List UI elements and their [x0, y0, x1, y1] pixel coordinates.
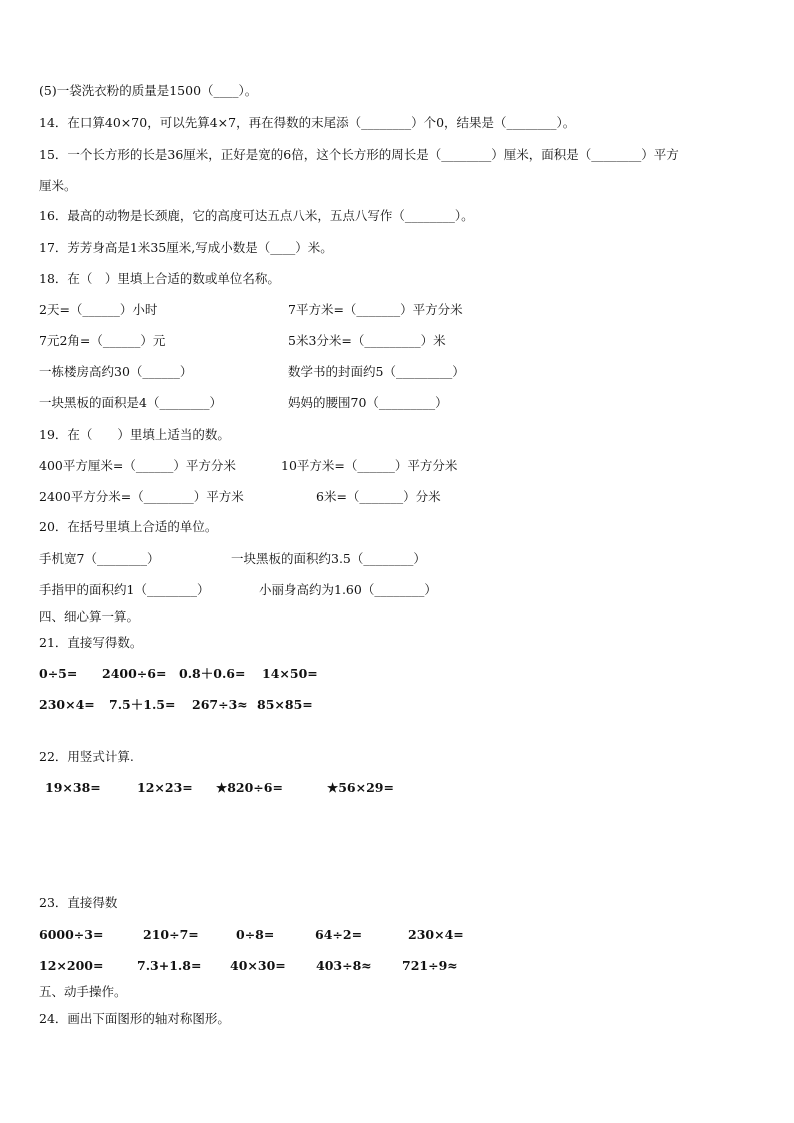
- question-21-title: 21．直接写得数。: [39, 635, 143, 650]
- q19-item-1b: 10平方米=（______）平方分米: [281, 458, 458, 473]
- q23-row1-item5: 230×4=: [408, 927, 464, 942]
- question-5: (5)一袋洗衣粉的质量是1500（____）。: [39, 83, 258, 98]
- q20-item-2b: 小丽身高约为1.60（________）: [259, 582, 437, 597]
- question-24: 24．画出下面图形的轴对称图形。: [39, 1011, 230, 1026]
- q23-row1-item1: 6000÷3=: [39, 927, 104, 942]
- q18-item-2a: 7元2角=（______）元: [39, 333, 166, 348]
- q18-item-2b: 5米3分米=（_________）米: [288, 333, 446, 348]
- question-20-title: 20．在括号里填上合适的单位。: [39, 519, 218, 534]
- q21-row1-item4: 14×50=: [262, 666, 318, 681]
- section-5-heading: 五、动手操作。: [39, 984, 127, 999]
- q23-row1-item2: 210÷7=: [143, 927, 199, 942]
- q20-item-1b: 一块黑板的面积约3.5（________）: [231, 551, 426, 566]
- q20-item-2a: 手指甲的面积约1（________）: [39, 582, 210, 597]
- q23-row1-item4: 64÷2=: [315, 927, 363, 942]
- q19-item-1a: 400平方厘米=（______）平方分米: [39, 458, 236, 473]
- section-4-heading: 四、细心算一算。: [39, 609, 140, 624]
- q22-item4: ★56×29=: [327, 780, 394, 795]
- q23-row2-item4: 403÷8≈: [316, 958, 372, 973]
- question-16: 16．最高的动物是长颈鹿，它的高度可达五点八米，五点八写作（________）。: [39, 208, 474, 223]
- q21-row1-item1: 0÷5=: [39, 666, 78, 681]
- q23-row1-item3: 0÷8=: [236, 927, 275, 942]
- question-22-title: 22．用竖式计算.: [39, 749, 134, 764]
- q19-item-2b: 6米=（_______）分米: [316, 489, 441, 504]
- q19-item-2a: 2400平方分米=（________）平方米: [39, 489, 244, 504]
- q21-row2-item1: 230×4=: [39, 697, 95, 712]
- q18-item-4a: 一块黑板的面积是4（________）: [39, 395, 222, 410]
- question-23-title: 23．直接得数: [39, 895, 118, 910]
- question-17: 17．芳芳身高是1米35厘米,写成小数是（____）米。: [39, 240, 333, 255]
- question-19-title: 19．在（ ）里填上适当的数。: [39, 427, 230, 442]
- question-15-line1: 15．一个长方形的长是36厘米，正好是宽的6倍，这个长方形的周长是（________）厘米，面积是（________）平方: [39, 147, 679, 162]
- q21-row2-item3: 267÷3≈: [192, 697, 248, 712]
- q18-item-1b: 7平方米=（_______）平方分米: [288, 302, 463, 317]
- q21-row2-item2: 7.5＋1.5=: [109, 697, 176, 712]
- q23-row2-item3: 40×30=: [230, 958, 286, 973]
- question-18-title: 18．在（ ）里填上合适的数或单位名称。: [39, 271, 280, 286]
- q21-row2-item4: 85×85=: [257, 697, 313, 712]
- q18-item-1a: 2天=（______）小时: [39, 302, 158, 317]
- q21-row1-item3: 0.8＋0.6=: [179, 666, 246, 681]
- question-14: 14．在口算40×70，可以先算4×7，再在得数的末尾添（________）个0，结果是（________）。: [39, 115, 576, 130]
- q22-item2: 12×23=: [137, 780, 193, 795]
- q18-item-3a: 一栋楼房高约30（______）: [39, 364, 193, 379]
- q22-item1: 19×38=: [45, 780, 101, 795]
- q23-row2-item5: 721÷9≈: [402, 958, 458, 973]
- question-15-line2: 厘米。: [39, 178, 77, 193]
- q18-item-3b: 数学书的封面约5（_________）: [288, 364, 465, 379]
- q20-item-1a: 手机宽7（________）: [39, 551, 160, 566]
- q21-row1-item2: 2400÷6=: [102, 666, 167, 681]
- q22-item3: ★820÷6=: [216, 780, 283, 795]
- q23-row2-item1: 12×200=: [39, 958, 104, 973]
- q23-row2-item2: 7.3+1.8=: [137, 958, 202, 973]
- q18-item-4b: 妈妈的腰围70（_________）: [288, 395, 448, 410]
